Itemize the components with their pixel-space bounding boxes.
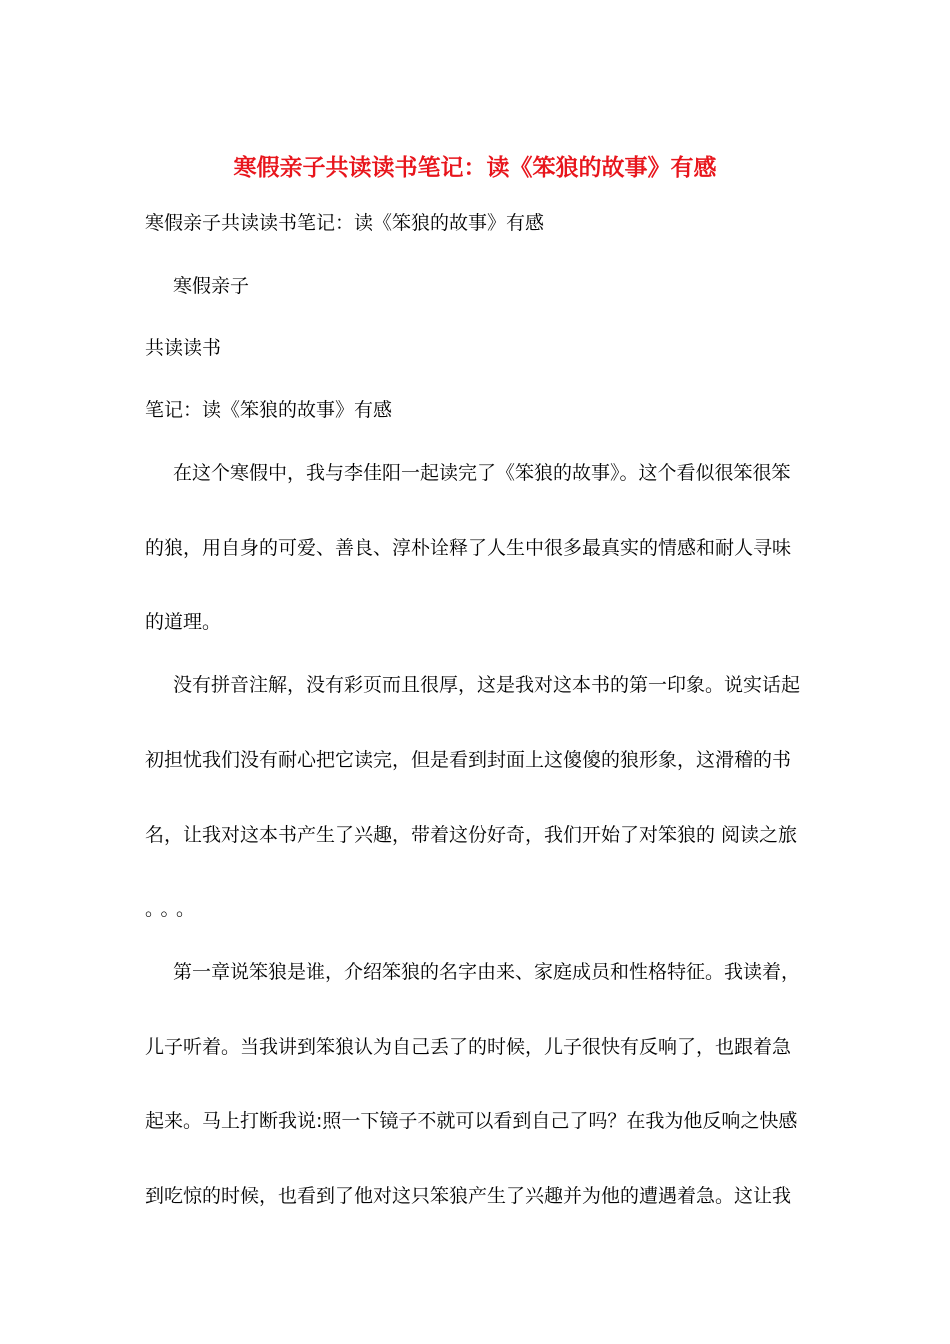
paragraph-line: 。。。 <box>145 898 202 920</box>
paragraph-line: 名，让我对这本书产生了兴趣，带着这份好奇，我们开始了对笨狼的 阅读之旅 <box>145 824 798 846</box>
text-line: 寒假亲子 <box>173 275 250 297</box>
text-line: 共读读书 <box>145 337 222 359</box>
paragraph-line: 起来。马上打断我说:照一下镜子不就可以看到自己了吗？在我为他反响之快感 <box>145 1110 798 1132</box>
paragraph-line: 在这个寒假中，我与李佳阳一起读完了《笨狼的故事》。这个看似很笨很笨 <box>173 462 791 484</box>
text-line: 笔记：读《笨狼的故事》有感 <box>145 399 393 421</box>
paragraph-line: 没有拼音注解，没有彩页而且很厚，这是我对这本书的第一印象。说实话起 <box>173 674 801 696</box>
paragraph-line: 儿子听着。当我讲到笨狼认为自己丢了的时候，儿子很快有反响了，也跟着急 <box>145 1036 792 1058</box>
document-title: 寒假亲子共读读书笔记：读《笨狼的故事》有感 <box>233 154 717 181</box>
paragraph-line: 的狼，用自身的可爱、善良、淳朴诠释了人生中很多最真实的情感和耐人寻味 <box>145 537 792 559</box>
paragraph-line: 到吃惊的时候，也看到了他对这只笨狼产生了兴趣并为他的遭遇着急。这让我 <box>145 1185 792 1207</box>
paragraph-line: 第一章说笨狼是谁，介绍笨狼的名字由来、家庭成员和性格特征。我读着， <box>173 961 801 983</box>
subtitle-line: 寒假亲子共读读书笔记：读《笨狼的故事》有感 <box>145 212 545 234</box>
paragraph-line: 的道理。 <box>145 611 222 633</box>
paragraph-line: 初担忧我们没有耐心把它读完，但是看到封面上这傻傻的狼形象，这滑稽的书 <box>145 749 792 771</box>
